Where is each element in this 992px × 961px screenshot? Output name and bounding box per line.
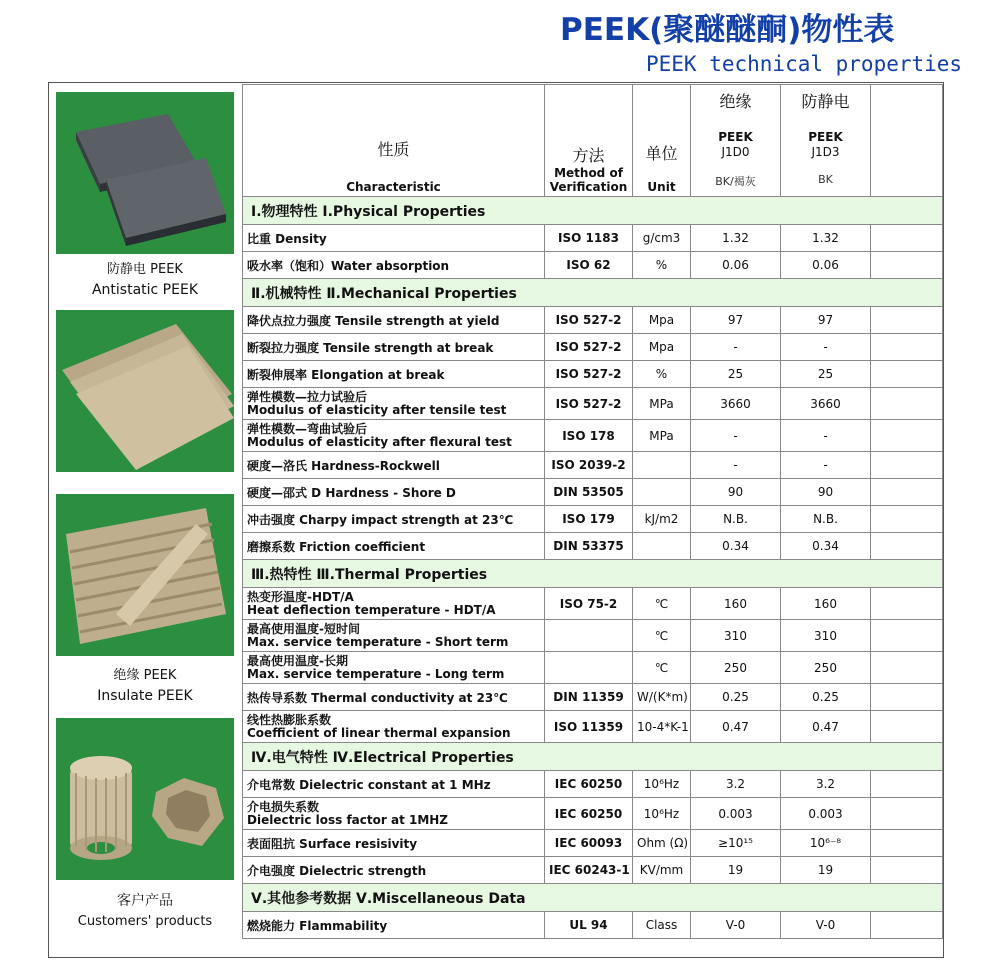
test-method: ISO 1183	[545, 225, 633, 252]
property-name-line: Modulus of elasticity after flexural test	[247, 434, 512, 449]
product-photo-column	[48, 82, 242, 958]
unit: Mpa	[633, 334, 691, 361]
empty-cell	[871, 225, 943, 252]
antistatic-caption-cn: 防静电 PEEK	[107, 262, 183, 277]
customer-caption-cn: 客户产品	[117, 893, 173, 909]
value-j1d0: 0.34	[691, 533, 781, 560]
customer-caption-en: Customers' products	[77, 914, 213, 929]
value-j1d0: 19	[691, 857, 781, 884]
section-title: Ⅳ.电气特性 Ⅳ.Electrical Properties	[243, 743, 943, 771]
empty-cell	[871, 334, 943, 361]
property-name: 热传导系数 Thermal conductivity at 23℃	[243, 684, 545, 711]
table-row	[243, 830, 943, 857]
value-j1d0: 0.06	[691, 252, 781, 279]
table-row	[243, 420, 943, 452]
unit	[633, 479, 691, 506]
property-name: 磨擦系数 Friction coefficient	[243, 533, 545, 560]
value-j1d0: 1.32	[691, 225, 781, 252]
table-row	[243, 225, 943, 252]
table-row	[243, 506, 943, 533]
unit: g/cm3	[633, 225, 691, 252]
empty-cell	[871, 684, 943, 711]
unit: KV/mm	[633, 857, 691, 884]
value-j1d0: 250	[691, 652, 781, 684]
section-header-row	[243, 743, 943, 771]
property-name	[243, 420, 545, 452]
test-method: DIN 53375	[545, 533, 633, 560]
test-method: DIN 11359	[545, 684, 633, 711]
customer-gears-photo	[56, 718, 234, 880]
insulate-caption-cn: 绝缘 PEEK	[113, 668, 177, 683]
property-name-line: 热变形温度-HDT/A	[247, 589, 354, 604]
empty-cell	[871, 652, 943, 684]
value-j1d0: N.B.	[691, 506, 781, 533]
value-j1d3: 250	[781, 652, 871, 684]
test-method: IEC 60243-1	[545, 857, 633, 884]
unit: MPa	[633, 388, 691, 420]
value-j1d3: 160	[781, 588, 871, 620]
value-j1d0: 0.47	[691, 711, 781, 743]
table-row	[243, 334, 943, 361]
value-j1d0: 160	[691, 588, 781, 620]
property-name	[243, 588, 545, 620]
test-method: ISO 179	[545, 506, 633, 533]
unit: W/(K*m)	[633, 684, 691, 711]
property-name: 降伏点拉力强度 Tensile strength at yield	[243, 307, 545, 334]
property-name	[243, 798, 545, 830]
page-subtitle: PEEK technical properties	[646, 52, 963, 76]
value-j1d3: 3660	[781, 388, 871, 420]
test-method: ISO 178	[545, 420, 633, 452]
unit: Mpa	[633, 307, 691, 334]
unit	[633, 533, 691, 560]
section-header-row	[243, 884, 943, 912]
test-method: ISO 527-2	[545, 307, 633, 334]
empty-cell	[871, 361, 943, 388]
section-title: Ⅴ.其他参考数据 Ⅴ.Miscellaneous Data	[243, 884, 943, 912]
property-name-line: 最高使用温度-长期	[247, 653, 348, 668]
table-row	[243, 620, 943, 652]
empty-cell	[871, 771, 943, 798]
value-j1d3: N.B.	[781, 506, 871, 533]
property-name: 比重 Density	[243, 225, 545, 252]
value-j1d3: 90	[781, 479, 871, 506]
table-row	[243, 652, 943, 684]
property-name: 吸水率（饱和）Water absorption	[243, 252, 545, 279]
table-row	[243, 588, 943, 620]
table-row	[243, 307, 943, 334]
property-name-line: 弹性模数—拉力试验后	[247, 389, 368, 404]
property-name-line: 介电损失系数	[247, 799, 320, 814]
value-j1d3: -	[781, 452, 871, 479]
empty-cell	[871, 506, 943, 533]
value-j1d3: 0.06	[781, 252, 871, 279]
insulate-peek-rods-photo	[56, 494, 234, 656]
unit: 10⁶Hz	[633, 771, 691, 798]
table-row	[243, 533, 943, 560]
unit: 10⁶Hz	[633, 798, 691, 830]
test-method: UL 94	[545, 912, 633, 939]
natural-peek-sheet-photo	[56, 310, 234, 472]
section-header-row	[243, 560, 943, 588]
property-name	[243, 620, 545, 652]
test-method: ISO 75-2	[545, 588, 633, 620]
empty-cell	[871, 798, 943, 830]
empty-cell	[871, 711, 943, 743]
section-header-row	[243, 197, 943, 225]
header-characteristic: 性质 Characteristic	[243, 85, 545, 197]
empty-cell	[871, 452, 943, 479]
section-title: Ⅲ.热特性 Ⅲ.Thermal Properties	[243, 560, 943, 588]
antistatic-peek-photo	[56, 92, 234, 254]
header-grade-j1d3: 防静电 PEEK J1D3 BK	[781, 85, 871, 197]
property-name: 断裂伸展率 Elongation at break	[243, 361, 545, 388]
value-j1d0: 0.25	[691, 684, 781, 711]
value-j1d0: -	[691, 452, 781, 479]
empty-cell	[871, 588, 943, 620]
value-j1d0: 3.2	[691, 771, 781, 798]
value-j1d0: ≥10¹⁵	[691, 830, 781, 857]
property-name-line: Max. service temperature - Long term	[247, 666, 505, 681]
property-name-line: Heat deflection temperature - HDT/A	[247, 602, 496, 617]
table-row	[243, 452, 943, 479]
property-name-line: 最高使用温度-短时间	[247, 621, 360, 636]
value-j1d0: 310	[691, 620, 781, 652]
property-name	[243, 652, 545, 684]
value-j1d3: 3.2	[781, 771, 871, 798]
table-row	[243, 388, 943, 420]
section-title: Ⅱ.机械特性 Ⅱ.Mechanical Properties	[243, 279, 943, 307]
empty-cell	[871, 479, 943, 506]
unit	[633, 452, 691, 479]
test-method: ISO 527-2	[545, 334, 633, 361]
property-name: 燃烧能力 Flammability	[243, 912, 545, 939]
value-j1d0: -	[691, 334, 781, 361]
table-row	[243, 771, 943, 798]
property-name-line: Dielectric loss factor at 1MHZ	[247, 812, 449, 827]
empty-cell	[871, 620, 943, 652]
section-title: I.物理特性 I.Physical Properties	[243, 197, 943, 225]
test-method: ISO 2039-2	[545, 452, 633, 479]
property-name: 介电强度 Dielectric strength	[243, 857, 545, 884]
table-row	[243, 479, 943, 506]
test-method	[545, 652, 633, 684]
section-header-row	[243, 279, 943, 307]
property-name	[243, 388, 545, 420]
empty-cell	[871, 830, 943, 857]
test-method: ISO 11359	[545, 711, 633, 743]
value-j1d3: 19	[781, 857, 871, 884]
value-j1d0: 0.003	[691, 798, 781, 830]
property-name: 冲击强度 Charpy impact strength at 23℃	[243, 506, 545, 533]
empty-cell	[871, 307, 943, 334]
empty-cell	[871, 857, 943, 884]
test-method: IEC 60250	[545, 798, 633, 830]
table-header-row	[243, 85, 943, 197]
unit: ℃	[633, 588, 691, 620]
value-j1d3: 0.47	[781, 711, 871, 743]
value-j1d3: -	[781, 334, 871, 361]
unit: ℃	[633, 620, 691, 652]
property-name-line: 弹性模数—弯曲试验后	[247, 421, 368, 436]
table-row	[243, 711, 943, 743]
value-j1d3: 1.32	[781, 225, 871, 252]
table-row	[243, 361, 943, 388]
table-row	[243, 912, 943, 939]
header-empty-column	[871, 85, 943, 197]
unit: kJ/m2	[633, 506, 691, 533]
value-j1d3: 10⁶⁻⁸	[781, 830, 871, 857]
value-j1d3: 97	[781, 307, 871, 334]
test-method: ISO 62	[545, 252, 633, 279]
value-j1d3: 25	[781, 361, 871, 388]
value-j1d0: 90	[691, 479, 781, 506]
test-method: IEC 60093	[545, 830, 633, 857]
table-row	[243, 252, 943, 279]
value-j1d0: -	[691, 420, 781, 452]
table-row	[243, 684, 943, 711]
table-row	[243, 857, 943, 884]
empty-cell	[871, 388, 943, 420]
test-method: DIN 53505	[545, 479, 633, 506]
property-name-line: 线性热膨胀系数	[247, 712, 332, 727]
unit: ℃	[633, 652, 691, 684]
header-unit: 单位 Unit	[633, 85, 691, 197]
unit: Class	[633, 912, 691, 939]
value-j1d3: 310	[781, 620, 871, 652]
insulate-caption-en: Insulate PEEK	[97, 688, 193, 704]
value-j1d0: 3660	[691, 388, 781, 420]
property-name: 硬度—邵式 D Hardness - Shore D	[243, 479, 545, 506]
test-method	[545, 620, 633, 652]
property-name: 表面阻抗 Surface resisivity	[243, 830, 545, 857]
property-name: 介电常数 Dielectric constant at 1 MHz	[243, 771, 545, 798]
header-method: 方法 Method of Verification	[545, 85, 633, 197]
value-j1d3: 0.25	[781, 684, 871, 711]
unit: %	[633, 252, 691, 279]
empty-cell	[871, 420, 943, 452]
table-row	[243, 798, 943, 830]
test-method: IEC 60250	[545, 771, 633, 798]
test-method: ISO 527-2	[545, 388, 633, 420]
property-name	[243, 711, 545, 743]
value-j1d3: -	[781, 420, 871, 452]
empty-cell	[871, 912, 943, 939]
unit: MPa	[633, 420, 691, 452]
value-j1d3: 0.34	[781, 533, 871, 560]
page-title: PEEK(聚醚醚酮)物性表	[560, 12, 895, 48]
property-name: 硬度—洛氏 Hardness-Rockwell	[243, 452, 545, 479]
value-j1d3: V-0	[781, 912, 871, 939]
unit: %	[633, 361, 691, 388]
value-j1d0: V-0	[691, 912, 781, 939]
properties-table	[242, 84, 943, 939]
property-name: 断裂拉力强度 Tensile strength at break	[243, 334, 545, 361]
property-name-line: Modulus of elasticity after tensile test	[247, 402, 507, 417]
header-grade-j1d0: 绝缘 PEEK J1D0 BK/褐灰	[691, 85, 781, 197]
property-name-line: Coefficient of linear thermal expansion	[247, 725, 511, 740]
unit: Ohm (Ω)	[633, 830, 691, 857]
empty-cell	[871, 533, 943, 560]
value-j1d0: 25	[691, 361, 781, 388]
antistatic-caption-en: Antistatic PEEK	[91, 282, 199, 298]
value-j1d3: 0.003	[781, 798, 871, 830]
empty-cell	[871, 252, 943, 279]
unit: 10-4*K-1	[633, 711, 691, 743]
property-name-line: Max. service temperature - Short term	[247, 634, 509, 649]
value-j1d0: 97	[691, 307, 781, 334]
test-method: ISO 527-2	[545, 361, 633, 388]
